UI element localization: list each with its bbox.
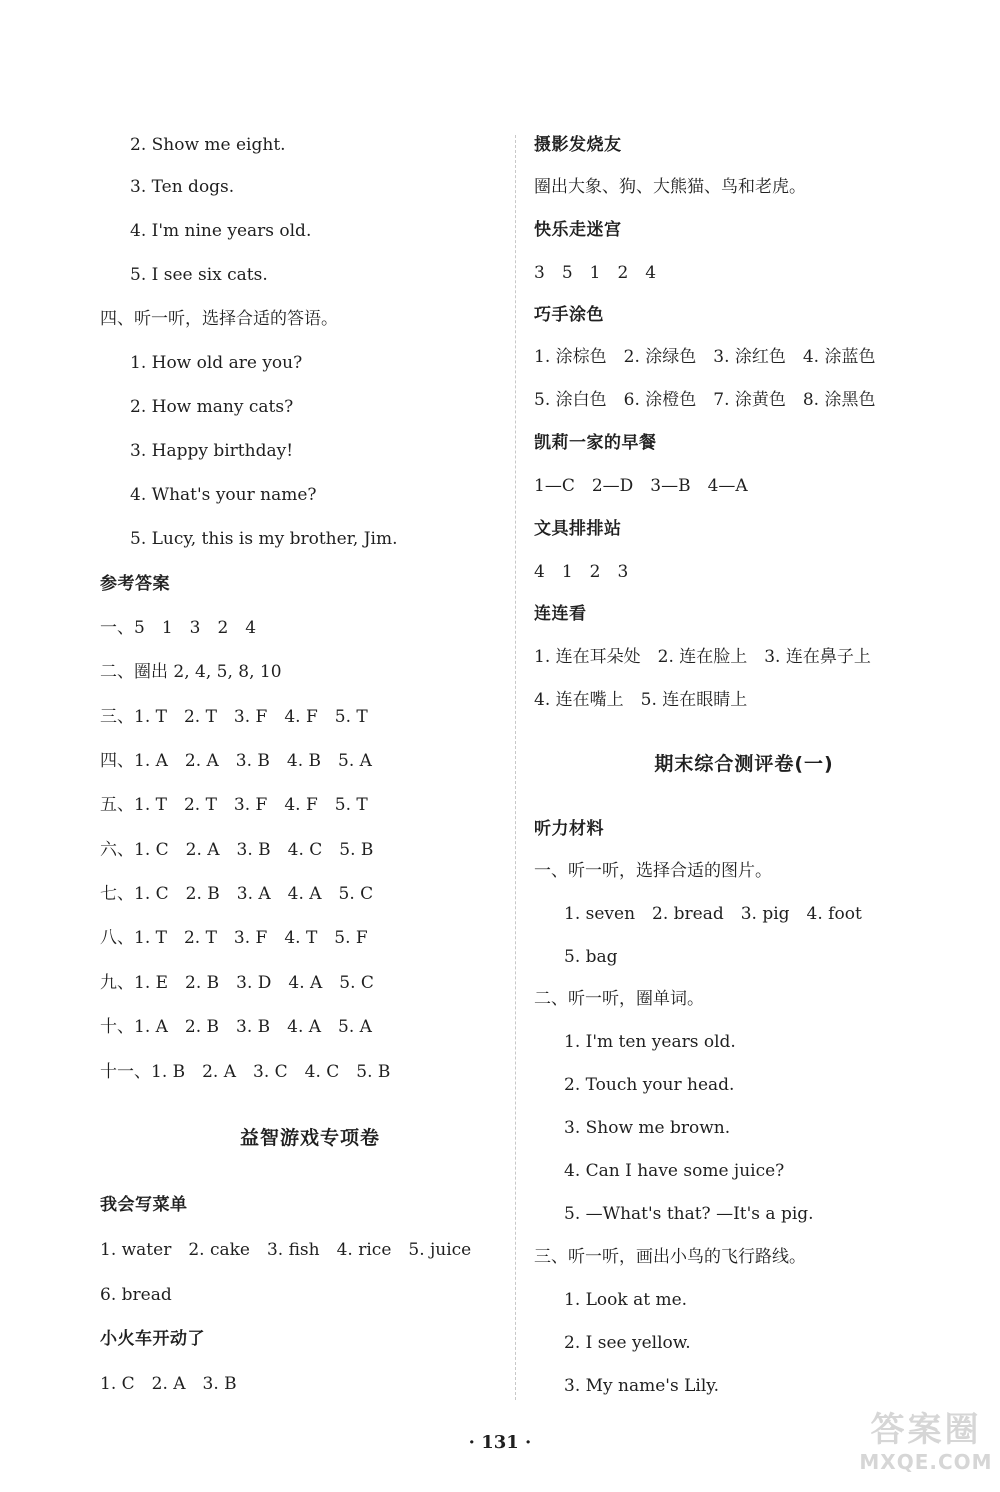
text-line: 4. What's your name? (130, 485, 317, 505)
section-heading: 巧手涂色 (534, 305, 604, 325)
text-line: 5. I see six cats. (130, 265, 268, 285)
answer-line: 八、1. T 2. T 3. F 4. T 5. F (100, 928, 368, 948)
text-line: 5. bag (564, 947, 618, 967)
right-column (534, 0, 954, 1492)
left-column (100, 0, 520, 1492)
text-line: 1. Look at me. (564, 1290, 688, 1310)
answer-line: 1—C 2—D 3—B 4—A (534, 476, 748, 496)
section-heading: 听力材料 (534, 819, 604, 839)
text-line: 1. seven 2. bread 3. pig 4. foot (564, 904, 862, 924)
section-heading: 快乐走迷宫 (534, 220, 622, 240)
section-heading: 凯莉一家的早餐 (534, 433, 657, 453)
answer-line: 十一、1. B 2. A 3. C 4. C 5. B (100, 1062, 391, 1082)
text-line: 1. I'm ten years old. (564, 1032, 736, 1052)
watermark-main: 答案圈 (870, 1410, 982, 1450)
answer-line: 1. water 2. cake 3. fish 4. rice 5. juice (100, 1240, 472, 1260)
answer-line: 6. bread (100, 1285, 172, 1305)
answer-line: 圈出大象、狗、大熊猫、鸟和老虎。 (534, 177, 806, 197)
section-instruction: 四、听一听，选择合适的答语。 (100, 309, 338, 329)
answer-line: 一、5 1 3 2 4 (100, 618, 257, 638)
answer-line: 十、1. A 2. B 3. B 4. A 5. A (100, 1017, 372, 1037)
text-line: 5. —What's that? —It's a pig. (564, 1204, 814, 1224)
text-line: 2. I see yellow. (564, 1333, 691, 1353)
answer-line: 三、1. T 2. T 3. F 4. F 5. T (100, 707, 368, 727)
section-heading: 参考答案 (100, 574, 170, 594)
text-line: 3. Show me brown. (564, 1118, 731, 1138)
answer-line: 五、1. T 2. T 3. F 4. F 5. T (100, 795, 368, 815)
section-title: 益智游戏专项卷 (239, 1127, 380, 1149)
answer-line: 3 5 1 2 4 (534, 263, 657, 283)
text-line: 3. My name's Lily. (564, 1376, 720, 1396)
section-heading: 文具排排站 (534, 519, 622, 539)
text-line: 3. Ten dogs. (130, 177, 235, 197)
section-title: 期末综合测评卷(一) (654, 753, 834, 775)
watermark-url: MXQE.COM (859, 1450, 993, 1474)
answer-line: 九、1. E 2. B 3. D 4. A 5. C (100, 973, 374, 993)
text-line: 5. Lucy, this is my brother, Jim. (130, 529, 398, 549)
answer-line: 1. C 2. A 3. B (100, 1374, 237, 1394)
answer-line: 六、1. C 2. A 3. B 4. C 5. B (100, 840, 374, 860)
section-heading: 连连看 (534, 604, 587, 624)
section-instruction: 一、听一听，选择合适的图片。 (534, 861, 772, 881)
answer-line: 4 1 2 3 (534, 562, 629, 582)
answer-line: 5. 涂白色 6. 涂橙色 7. 涂黄色 8. 涂黑色 (534, 390, 876, 410)
answer-line: 1. 连在耳朵处 2. 连在脸上 3. 连在鼻子上 (534, 647, 871, 667)
answer-line: 七、1. C 2. B 3. A 4. A 5. C (100, 884, 374, 904)
section-heading: 我会写菜单 (100, 1195, 188, 1215)
text-line: 4. I'm nine years old. (130, 221, 312, 241)
text-line: 2. Touch your head. (564, 1075, 735, 1095)
answer-line: 二、圈出 2, 4, 5, 8, 10 (100, 662, 282, 682)
section-heading: 摄影发烧友 (534, 135, 622, 155)
watermark-logo (856, 1410, 996, 1474)
text-line: 1. How old are you? (130, 353, 303, 373)
text-line: 2. Show me eight. (130, 135, 286, 155)
text-line: 3. Happy birthday! (130, 441, 294, 461)
section-instruction: 三、听一听，画出小鸟的飞行路线。 (534, 1247, 806, 1267)
text-line: 4. Can I have some juice? (564, 1161, 785, 1181)
section-heading: 小火车开动了 (100, 1329, 205, 1349)
column-divider (515, 135, 516, 1400)
section-instruction: 二、听一听，圈单词。 (534, 989, 704, 1009)
text-line: 2. How many cats? (130, 397, 294, 417)
answer-line: 四、1. A 2. A 3. B 4. B 5. A (100, 751, 372, 771)
answer-line: 4. 连在嘴上 5. 连在眼睛上 (534, 690, 748, 710)
answer-line: 1. 涂棕色 2. 涂绿色 3. 涂红色 4. 涂蓝色 (534, 347, 876, 367)
page-number: · 131 · (468, 1432, 532, 1453)
